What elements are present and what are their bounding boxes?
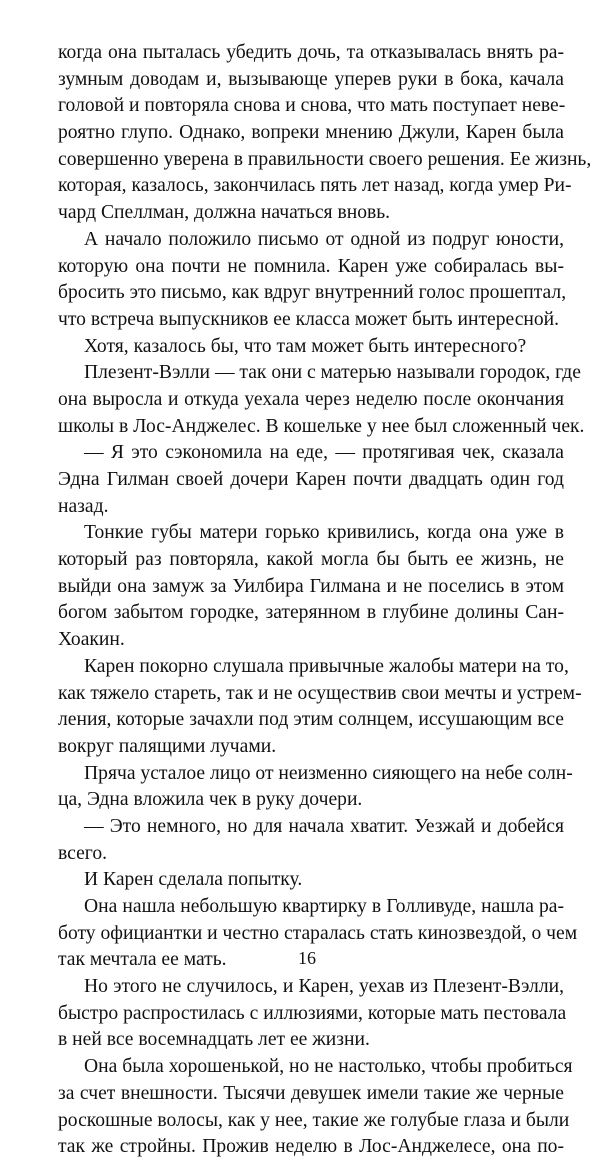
text-line: так же стройны. Прожив неделю в Лос-Анджелесе, она по-: [58, 1136, 564, 1158]
text-line: зумным доводам и, вызывающе уперев руки в бока, качала: [58, 68, 564, 90]
text-line: которую она почти не помнила. Карен уже собиралась вы-: [58, 255, 564, 277]
text-line: А начало положило письмо от одной из подруг юности,: [84, 228, 564, 250]
text-line: быстро распростилась с иллюзиями, которые мать пестовала: [58, 1002, 567, 1024]
paragraph: [58, 814, 564, 867]
text-line: И Карен сделала попытку.: [84, 869, 303, 891]
text-line: Она была хорошенькой, но не настолько, чтобы пробиться: [84, 1056, 573, 1078]
text-line: назад.: [58, 495, 109, 517]
paragraph: [58, 974, 567, 1054]
paragraph: [58, 520, 564, 653]
paragraph: [58, 1054, 573, 1161]
paragraph: [58, 654, 582, 761]
text-line: головой и повторяла снова и снова, что мать поступает неве-: [58, 95, 566, 117]
text-line: ца, Эдна вложила чек в руку дочери.: [58, 789, 363, 811]
text-line: Пряча усталое лицо от неизменно сияющего на небе солн-: [84, 762, 573, 784]
paragraph: [58, 227, 567, 334]
text-line: богом забытом городке, затерянном в глубине долины Сан-: [58, 602, 564, 624]
text-line: роятно глупо. Однако, вопреки мнению Джули, Карен была: [58, 122, 564, 144]
paragraph: [58, 334, 564, 361]
text-line: школы в Лос-Анджелес. В кошельке у нее был сложенный чек.: [58, 415, 585, 437]
text-line: ления, которые зачахли под этим солнцем, иссушающим все: [58, 709, 564, 731]
text-line: за счет внешности. Тысячи девушек имели такие же черные: [58, 1082, 564, 1104]
text-line: боту официантки и честно старалась стать кинозвездой, о чем: [58, 922, 578, 944]
text-line: Плезент-Вэлли — так они с матерью называли городок, где: [84, 362, 581, 384]
page-number: 16: [298, 948, 316, 968]
text-line: Карен покорно слушала привычные жалобы матери на то,: [84, 655, 569, 677]
text-line: Тонкие губы матери горько кривились, когда она уже в: [84, 522, 564, 544]
text-line: — Это немного, но для начала хватит. Уезжай и добейся: [84, 815, 564, 837]
text-line: Она нашла небольшую квартирку в Голливуде, нашла ра-: [84, 896, 564, 917]
text-line: который раз повторяла, какой могла бы быть ее жизнь, не: [58, 549, 564, 571]
text-line: как тяжело стареть, так и не осуществив свои мечты и устрем-: [58, 682, 582, 704]
text-line: роскошные волосы, как у нее, такие же голубые глаза и были: [58, 1109, 570, 1131]
text-line: вокруг палящими лучами.: [58, 735, 277, 757]
text-line: чард Спеллман, должна начаться вновь.: [58, 202, 391, 224]
text-line: совершенно уверена в правильности своего решения. Ее жизнь,: [58, 148, 592, 170]
text-line: выйди она замуж за Уилбира Гилмана и не поселись в этом: [58, 575, 564, 597]
text-line: всего.: [58, 842, 108, 864]
text-line: Хотя, казалось бы, что там может быть интересного?: [84, 335, 527, 357]
text-line: бросить это письмо, как вдруг внутренний голос прошептал,: [58, 282, 567, 304]
paragraph: [58, 360, 585, 440]
text-line: которая, казалось, закончилась пять лет назад, когда умер Ри-: [58, 175, 572, 197]
text-line: она выросла и откуда уехала через неделю после окончания: [58, 388, 564, 410]
paragraph: [58, 40, 592, 227]
text-line: — Я это сэкономила на еде, — протягивая чек, сказала: [84, 442, 564, 464]
text-line: Хоакин.: [58, 629, 125, 651]
text-line: Эдна Гилман своей дочери Карен почти двадцать один год: [58, 469, 564, 490]
text-line: когда она пыталась убедить дочь, та отказывалась внять ра-: [58, 42, 564, 63]
paragraph: [58, 440, 564, 520]
page-body: [58, 40, 592, 1161]
paragraph: [58, 761, 573, 814]
text-line: так мечтала ее мать.: [58, 949, 227, 971]
paragraph: [58, 867, 564, 894]
text-line: Но этого не случилось, и Карен, уехав из Плезент-Вэлли,: [84, 976, 564, 998]
text-line: что встреча выпускников ее класса может быть интересной.: [58, 308, 560, 330]
text-line: в ней все восемнадцать лет ее жизни.: [58, 1029, 370, 1051]
